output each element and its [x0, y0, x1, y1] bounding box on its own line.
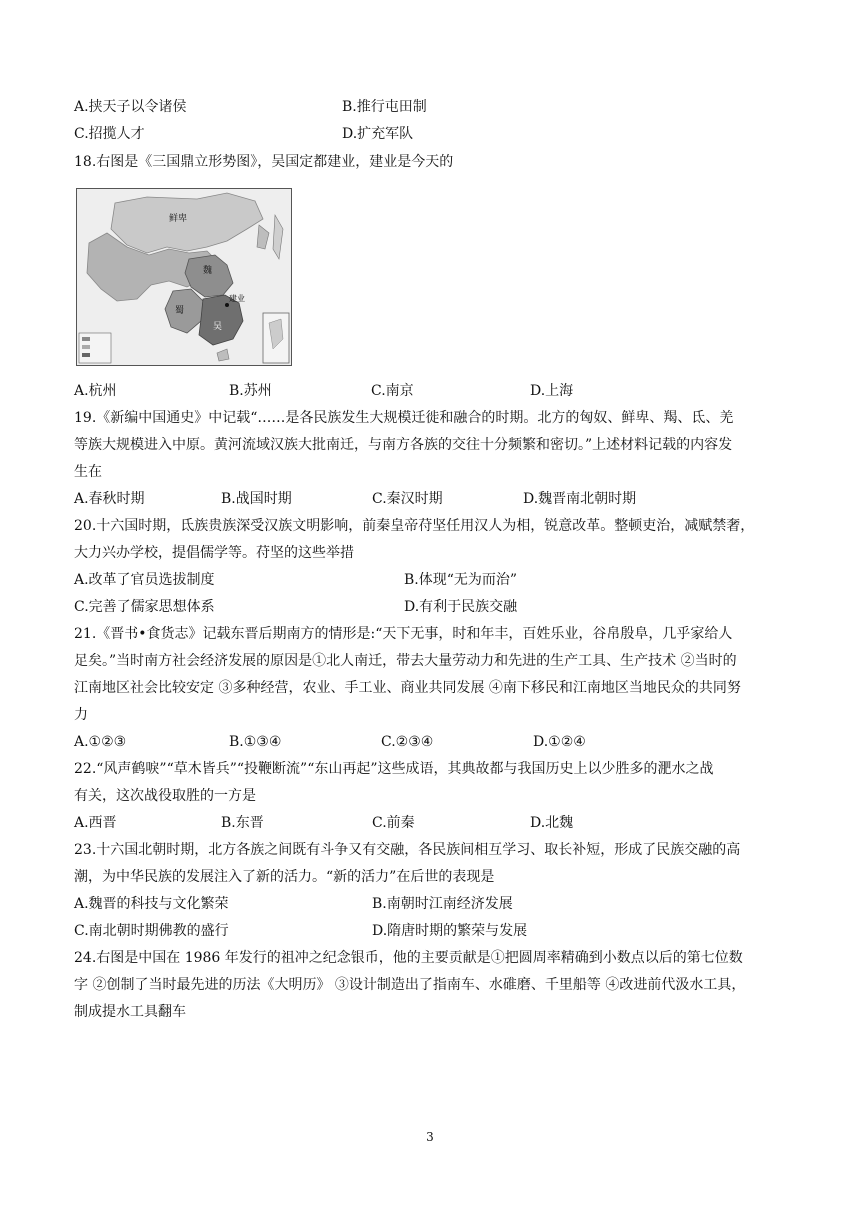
q17-option-a: A.挟天子以令诸侯 [74, 99, 187, 115]
map-label-xianbei: 鲜卑 [169, 214, 188, 224]
q19-option-b: B.战国时期 [221, 491, 292, 507]
q21-option-c: C.②③④ [381, 734, 434, 750]
q18-option-d: D.上海 [530, 383, 574, 399]
map-label-jianye: 建业 [229, 294, 245, 303]
q21-line-1: 21.《晋书•食货志》记载东晋后期南方的情形是:“天下无事，时和年丰，百姓乐业，谷帛殷阜，几乎家给人 [74, 626, 733, 642]
q21-option-d: D.①②④ [533, 734, 586, 750]
q22-line-2: 有关，这次战役取胜的一方是 [74, 788, 256, 804]
q18-stem: 18.右图是《三国鼎立形势图》，吴国定都建业，建业是今天的 [74, 154, 454, 170]
q21-line-3: 江南地区社会比较安定 ③多种经营，农业、手工业、商业共同发展 ④南下移民和江南地区当地民众的共同努 [74, 680, 741, 696]
q18-option-b: B.苏州 [229, 383, 272, 399]
q22-option-d: D.北魏 [530, 815, 574, 831]
q19-line-3: 生在 [74, 464, 102, 480]
q18-option-a: A.杭州 [74, 383, 117, 399]
q23-option-a: A.魏晋的科技与文化繁荣 [74, 896, 229, 912]
q20-line-2: 大力兴办学校，提倡儒学等。苻坚的这些举措 [74, 545, 354, 561]
q19-option-c: C.秦汉时期 [372, 491, 443, 507]
q21-option-a: A.①②③ [74, 734, 127, 750]
q24-line-2: 字 ②创制了当时最先进的历法《大明历》 ③设计制造出了指南车、水碓磨、千里船等 ④改进前代汲水工具， [74, 977, 746, 993]
q19-line-1: 19.《新编中国通史》中记载“……是各民族发生大规模迁徙和融合的时期。北方的匈奴、鲜卑、羯、氐、羌 [74, 410, 734, 426]
q22-option-a: A.西晋 [74, 815, 117, 831]
q22-option-c: C.前秦 [372, 815, 415, 831]
q20-option-c: C.完善了儒家思想体系 [74, 599, 215, 615]
q17-option-d: D.扩充军队 [342, 126, 414, 142]
q20-option-b: B.体现“无为而治” [404, 572, 518, 588]
q23-option-b: B.南朝时江南经济发展 [372, 896, 513, 912]
q22-line-1: 22.“风声鹤唳”“草木皆兵”“投鞭断流”“东山再起”这些成语，其典故都与我国历史上以少胜多的淝水之战 [74, 761, 714, 777]
page-number: 3 [426, 1130, 434, 1144]
q23-line-2: 潮，为中华民族的发展注入了新的活力。“新的活力”在后世的表现是 [74, 869, 495, 885]
q17-option-c: C.招揽人才 [74, 126, 145, 142]
q22-option-b: B.东晋 [221, 815, 264, 831]
q20-line-1: 20.十六国时期，氐族贵族深受汉族文明影响，前秦皇帝苻坚任用汉人为相，锐意改革。整顿吏治，减赋禁奢， [74, 518, 755, 534]
q23-line-1: 23.十六国北朝时期，北方各族之间既有斗争又有交融，各民族间相互学习、取长补短，形成了民族交融的高 [74, 842, 741, 858]
q24-line-3: 制成提水工具翻车 [74, 1004, 186, 1020]
three-kingdoms-map [76, 188, 292, 366]
q20-option-d: D.有利于民族交融 [404, 599, 518, 615]
q19-option-d: D.魏晋南北朝时期 [523, 491, 637, 507]
q21-line-4: 力 [74, 707, 88, 723]
q21-option-b: B.①③④ [229, 734, 282, 750]
q21-line-2: 足矣。”当时南方社会经济发展的原因是①北人南迁，带去大量劳动力和先进的生产工具、生产技术 ②当时的 [74, 653, 737, 669]
q18-option-c: C.南京 [371, 383, 414, 399]
map-label-shu: 蜀 [175, 306, 185, 316]
q23-option-c: C.南北朝时期佛教的盛行 [74, 923, 229, 939]
q19-option-a: A.春秋时期 [74, 491, 145, 507]
map-label-wu: 吴 [213, 322, 223, 332]
q24-line-1: 24.右图是中国在 1986 年发行的祖冲之纪念银币，他的主要贡献是①把圆周率精确到小数点以后的第七位数 [74, 950, 743, 966]
q17-option-b: B.推行屯田制 [342, 99, 427, 115]
q20-option-a: A.改革了官员选拔制度 [74, 572, 215, 588]
q19-line-2: 等族大规模进入中原。黄河流域汉族大批南迁，与南方各族的交往十分频繁和密切。”上述材料记载的内容发 [74, 437, 733, 453]
map-label-wei: 魏 [203, 266, 213, 276]
q23-option-d: D.隋唐时期的繁荣与发展 [372, 923, 528, 939]
